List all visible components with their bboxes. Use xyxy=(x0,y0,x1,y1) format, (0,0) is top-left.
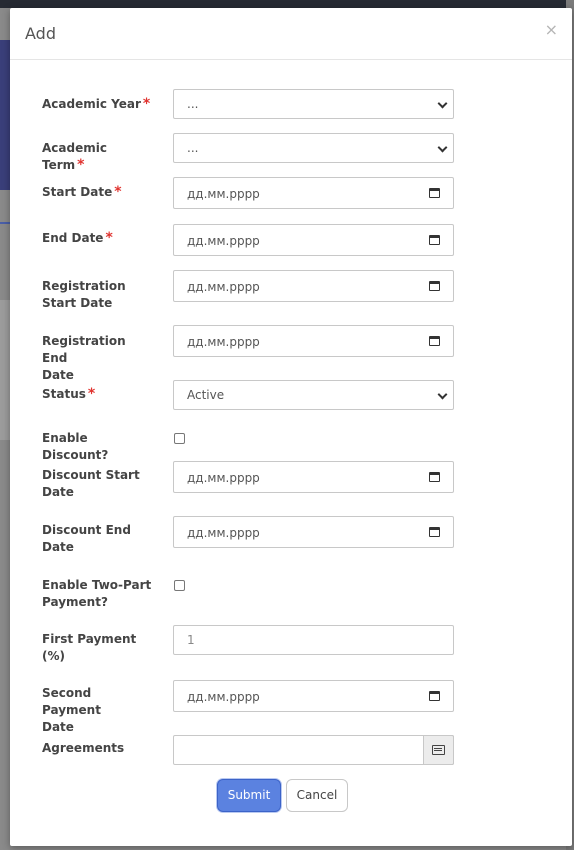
add-modal xyxy=(10,8,572,846)
required-marker: * xyxy=(142,96,151,112)
enable-discount-checkbox[interactable] xyxy=(174,433,185,444)
end-date-input[interactable]: дд.мм.рррр xyxy=(173,224,454,256)
submit-button[interactable]: Submit xyxy=(217,779,281,812)
start-date-input[interactable]: дд.мм.рррр xyxy=(173,177,454,209)
start-date-label: Start Date * xyxy=(42,184,122,200)
backdrop-topbar xyxy=(0,0,574,8)
required-marker: * xyxy=(105,230,113,246)
discount-start-date-input[interactable]: дд.мм.рррр xyxy=(173,461,454,493)
academic-term-select[interactable]: ... xyxy=(173,133,454,163)
academic-year-select[interactable]: ... xyxy=(173,89,454,119)
enable-discount-label: Enable Discount? xyxy=(42,431,109,462)
registration-end-date-label: Registration End Date xyxy=(42,334,126,382)
calendar-icon[interactable] xyxy=(429,472,440,482)
second-payment-date-input[interactable]: дд.мм.рррр xyxy=(173,680,454,712)
agreements-picker-button[interactable] xyxy=(423,735,454,765)
chevron-down-icon xyxy=(438,143,448,153)
close-button[interactable]: × xyxy=(544,20,558,39)
first-payment-label: First Payment (%) xyxy=(42,632,137,663)
registration-end-date-input[interactable]: дд.мм.рррр xyxy=(173,325,454,357)
list-icon xyxy=(432,745,445,755)
modal-title: Add xyxy=(25,24,56,43)
second-payment-date-label: Second Payment Date xyxy=(42,686,101,734)
discount-start-date-label: Discount Start Date xyxy=(42,468,140,499)
status-select[interactable]: Active xyxy=(173,380,454,410)
required-marker: * xyxy=(114,184,122,200)
calendar-icon[interactable] xyxy=(429,691,440,701)
required-marker: * xyxy=(87,386,96,402)
calendar-icon[interactable] xyxy=(429,527,440,537)
enable-two-part-payment-checkbox[interactable] xyxy=(174,580,185,591)
enable-two-part-payment-label: Enable Two-Part Payment? xyxy=(42,578,152,609)
agreements-input[interactable] xyxy=(173,735,454,765)
chevron-down-icon xyxy=(438,99,448,109)
first-payment-input[interactable]: 1 xyxy=(173,625,454,655)
status-label: Status * xyxy=(42,386,96,402)
calendar-icon[interactable] xyxy=(429,336,440,346)
discount-end-date-label: Discount End Date xyxy=(42,523,131,554)
calendar-icon[interactable] xyxy=(429,188,440,198)
discount-end-date-input[interactable]: дд.мм.рррр xyxy=(173,516,454,548)
modal-header xyxy=(10,8,572,60)
calendar-icon[interactable] xyxy=(429,235,440,245)
calendar-icon[interactable] xyxy=(429,281,440,291)
required-marker: * xyxy=(77,157,85,173)
registration-start-date-label: Registration Start Date xyxy=(42,279,126,310)
cancel-button[interactable]: Cancel xyxy=(286,779,348,812)
end-date-label: End Date * xyxy=(42,230,113,246)
registration-start-date-input[interactable]: дд.мм.рррр xyxy=(173,270,454,302)
academic-year-label: Academic Year * xyxy=(42,96,151,112)
chevron-down-icon xyxy=(438,390,448,400)
agreements-label: Agreements xyxy=(42,741,125,755)
academic-term-label: Academic Term * xyxy=(42,141,107,173)
